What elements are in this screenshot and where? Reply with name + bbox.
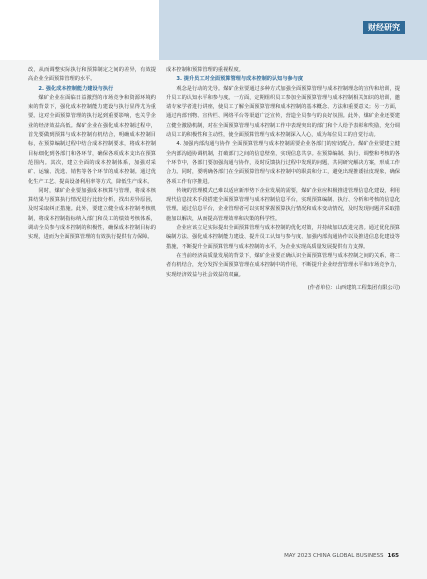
header-band (0, 0, 427, 60)
issue-label: MAY 2023 CHINA GLOBAL BUSINESS (284, 553, 384, 559)
paragraph: 改，从而调整实际执行和预算制定之间的差异，有效提高企业全面预算管理的水平。 (28, 67, 156, 83)
paragraph: 在当前经济高质量发展的背景下，煤矿企业要正确认识全面预算管理与成本控制之间的关系，将二者有机结合，充分发挥全面预算管理在成本控制中的作用，不断提升企业经营管理水平和市场竞争力，实现经济效益与社会效益的双赢。 (166, 252, 400, 278)
right-column (166, 66, 400, 293)
paragraph: 煤矿企业在面临日益激烈的市场竞争和资源环境约束的背景下，强化成本控制能力建设与执行显得尤为重要。这对全面预算管理的执行起到重要影响，也关乎企业的经济效益高低。煤矿企业在强化成本控制过程中，首先要做到预算与成本控制有机结合，明确成本控制目标，在预算编制过程中结合成本控制要求，将成本控制目标细化到各部门和各环节，确保各项成本支出在预算范围内。其次，建立全面的成本控制体系，加强对采矿、运输、洗选、销售等各个环节的成本控制。通过优化生产工艺、提高设备利用率等方式，降低生产成本。 (28, 94, 156, 185)
header-band-left (0, 0, 159, 60)
paragraph: 企业应该立足实际提出全面预算管理与成本控制的优化对策，并持续加以改进完善。通过优化预算编制方法、强化成本控制能力建设、提升员工认知与参与度、加强内部沟通协作以及推进信息化建设等措施，不断提升全面预算管理与成本控制的水平，为企业实现高质量发展提供有力支撑。 (166, 225, 400, 250)
left-column (28, 66, 156, 243)
page-number: 165 (387, 553, 399, 559)
paragraph: 成本控制和预算管理的重视程度。 (166, 67, 244, 73)
paragraph: 传统的管理模式已难以适应新形势下企业发展的需要，煤矿企业应积极推进管理信息化建设，利用现代信息技术手段搭建全面预算管理与成本控制信息平台，实现预算编制、执行、分析和考核的信息化管理。通过信息平台，企业管理者可以实时掌握预算执行情况和成本变动情况，及时发现问题并采取措施加以解决，从而提高管理效率和决策的科学性。 (166, 187, 400, 222)
section-heading: 2. 强化成本控制能力建设与执行 (38, 85, 114, 92)
paragraph: 观念是行动的先导。煤矿企业要通过多种方式加强全面预算管理与成本控制理念的宣传和培训，提升员工的认知水平和参与度。一方面，定期组织员工参加全面预算管理与成本控制相关知识的培训，邀请专家学者进行讲座，使员工了解全面预算管理和成本控制的基本概念、方法和重要意义；另一方面，通过内部刊物、宣传栏、网络平台等渠道广泛宣传，营造全员参与的良好氛围。此外，煤矿企业还要建立健全激励机制，对在全面预算管理与成本控制工作中表现突出的部门和个人给予表彰和奖励，充分调动员工的积极性和主动性，使全面预算管理与成本控制深入人心，成为每位员工的自觉行动。 (166, 85, 400, 139)
footer-text (284, 553, 399, 559)
section-heading: 3. 提升员工对全面预算管理与成本控制的认知与参与度 (176, 76, 304, 83)
page-footer (0, 550, 427, 568)
author-affiliation: (作者单位：山西建筑工程集团有限公司) (307, 284, 400, 291)
section-tag: 财经研究 (363, 21, 405, 34)
paragraph: 同时，煤矿企业要加强成本核算与管理，将成本核算结果与预算执行情况进行比较分析，找出差异原因，及时采取纠正措施。此外，要建立健全成本控制考核机制，将成本控制指标纳入部门和员工的绩效考核体系，调动全员参与成本控制的积极性，确保成本控制目标的实现，进而为全面预算管理的有效执行提供有力保障。 (28, 187, 156, 241)
paragraph: 4. 加强内部沟通与协作 全面预算管理与成本控制需要企业各部门的密切配合。煤矿企业要建立健全内部沟通协调机制，打破部门之间的信息壁垒，实现信息共享。在预算编制、执行、调整和考核的各个环节中，各部门要加强沟通与协作，及时反馈执行过程中发现的问题，共同研究解决方案，形成工作合力。同时，要明确各部门在全面预算管理与成本控制中的职责和分工，避免出现推诿扯皮现象，确保各项工作有序推进。 (166, 141, 400, 185)
